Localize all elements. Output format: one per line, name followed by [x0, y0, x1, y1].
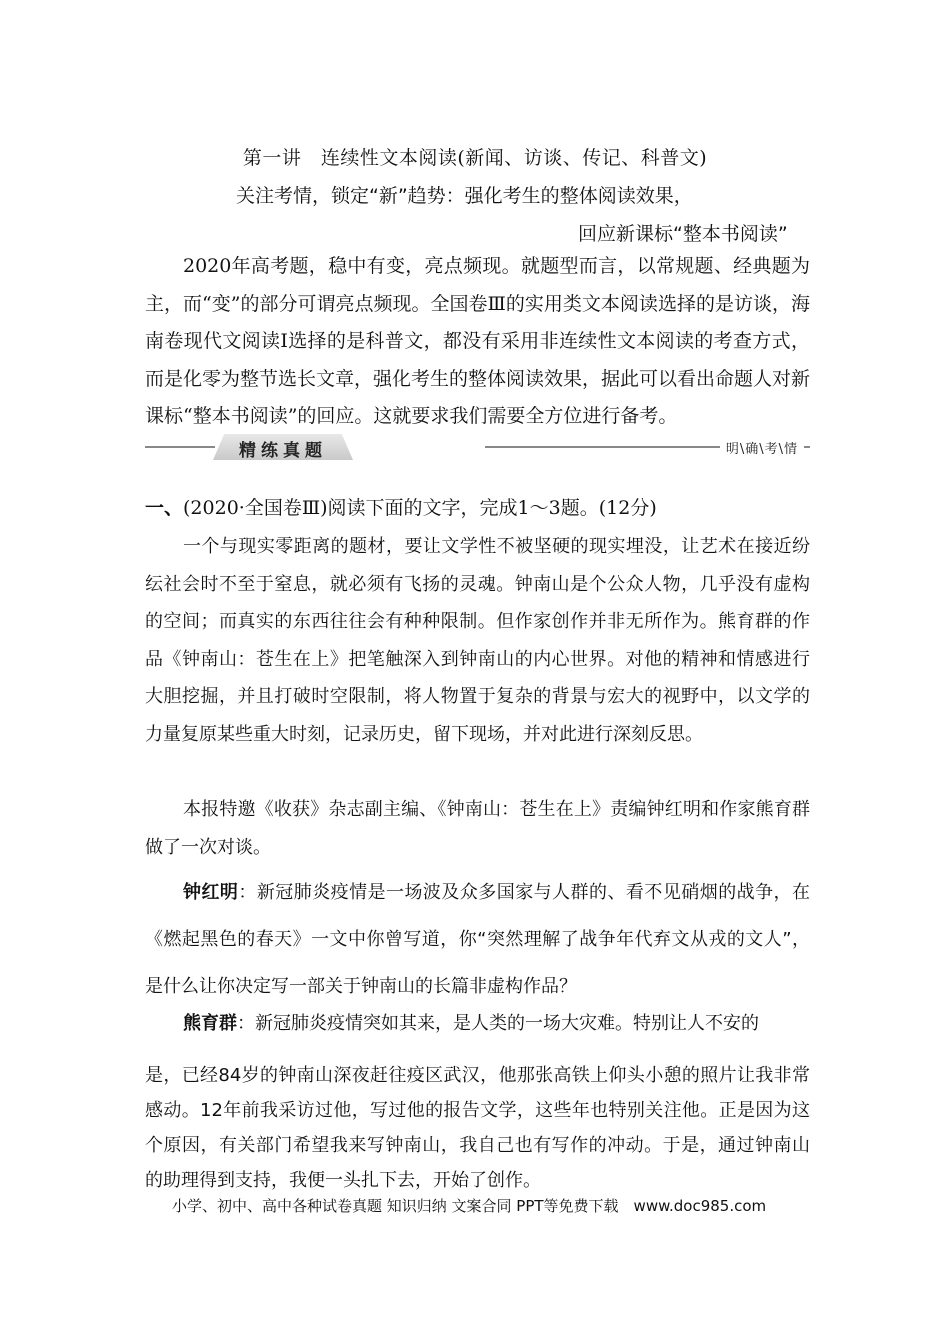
dialog-turn-1 [145, 869, 810, 1010]
intro-paragraph: 2020年高考题，稳中有变，亮点频现。就题型而言，以常规题、经典题为主，而“变”的部分可谓亮点频现。全国卷Ⅲ的实用类文本阅读选择的是访谈，海南卷现代文阅读Ⅰ选择的是科普文，都没有采用非连续性文本阅读的考查方式，而是化零为整节选长文章，强化考生的整体阅读效果，据此可以看出命题人对新课标“整本书阅读”的回应。这就要求我们需要全方位进行备考。 [145, 255, 811, 427]
speaker-name: 钟红明 [183, 882, 239, 903]
banner-label: 精练真题 [239, 441, 327, 461]
dialog-turn-2 [145, 1006, 810, 1198]
banner-right-tag: 明\确\考\情 [720, 438, 804, 457]
dialog-first-line [145, 1006, 810, 1058]
footer-watermark: 小学、初中、高中各种试卷真题 知识归纳 文案合同 PPT等免费下载 www.doc985.com [172, 1197, 767, 1215]
section-banner [145, 434, 810, 462]
speaker-name: 熊育群 [183, 1013, 237, 1034]
question-heading-text: (2020·全国卷Ⅲ)阅读下面的文字，完成1～3题。(12分) [183, 497, 657, 519]
dialog-text: ：新冠肺炎疫情是一场波及众多国家与人群的、看不见硝烟的战争，在《燃起黑色的春天》一文中你曾写道，你“突然理解了战争年代弃文从戎的文人”，是什么让你决定写一部关于钟南山的长篇非虚构作品？ [145, 882, 811, 997]
passage-paragraph-1: 一个与现实零距离的题材，要让文学性不被坚硬的现实埋没，让艺术在接近纷纭社会时不至于窒息，就必须有飞扬的灵魂。钟南山是个公众人物，几乎没有虚构的空间；而真实的东西往往会有种种限制。但作家创作并非无所作为。熊育群的作品《钟南山：苍生在上》把笔触深入到钟南山的内心世界。对他的精神和情感进行大胆挖掘，并且打破时空限制，将人物置于复杂的背景与宏大的视野中，以文学的力量复原某些重大时刻，记录历史，留下现场，并对此进行深刻反思。 [145, 536, 810, 745]
question-heading [145, 493, 657, 520]
question-number: 一、 [145, 497, 184, 519]
lecture-title: 第一讲 连续性文本阅读(新闻、访谈、传记、科普文) [242, 147, 708, 169]
focus-subtitle-line1: 关注考情，锁定“新”趋势：强化考生的整体阅读效果， [236, 185, 693, 207]
passage-paragraph-2: 本报特邀《收获》杂志副主编、《钟南山：苍生在上》责编钟红明和作家熊育群做了一次对谈。 [145, 799, 810, 858]
focus-subtitle-line2: 回应新课标“整本书阅读” [578, 223, 788, 245]
banner-rule-left [145, 446, 215, 448]
dialog-text-rest: 是，已经84岁的钟南山深夜赶往疫区武汉，他那张高铁上仰头小憩的照片让我非常感动。12年前我采访过他，写过他的报告文学，这些年也特别关注他。正是因为这个原因，有关部门希望我来写钟南山，我自己也有写作的冲动。于是，通过钟南山的助理得到支持，我便一头扎下去，开始了创作。 [145, 1065, 810, 1191]
dialog-text-first: ：新冠肺炎疫情突如其来，是人类的一场大灾难。特别让人不安的 [237, 1013, 759, 1034]
